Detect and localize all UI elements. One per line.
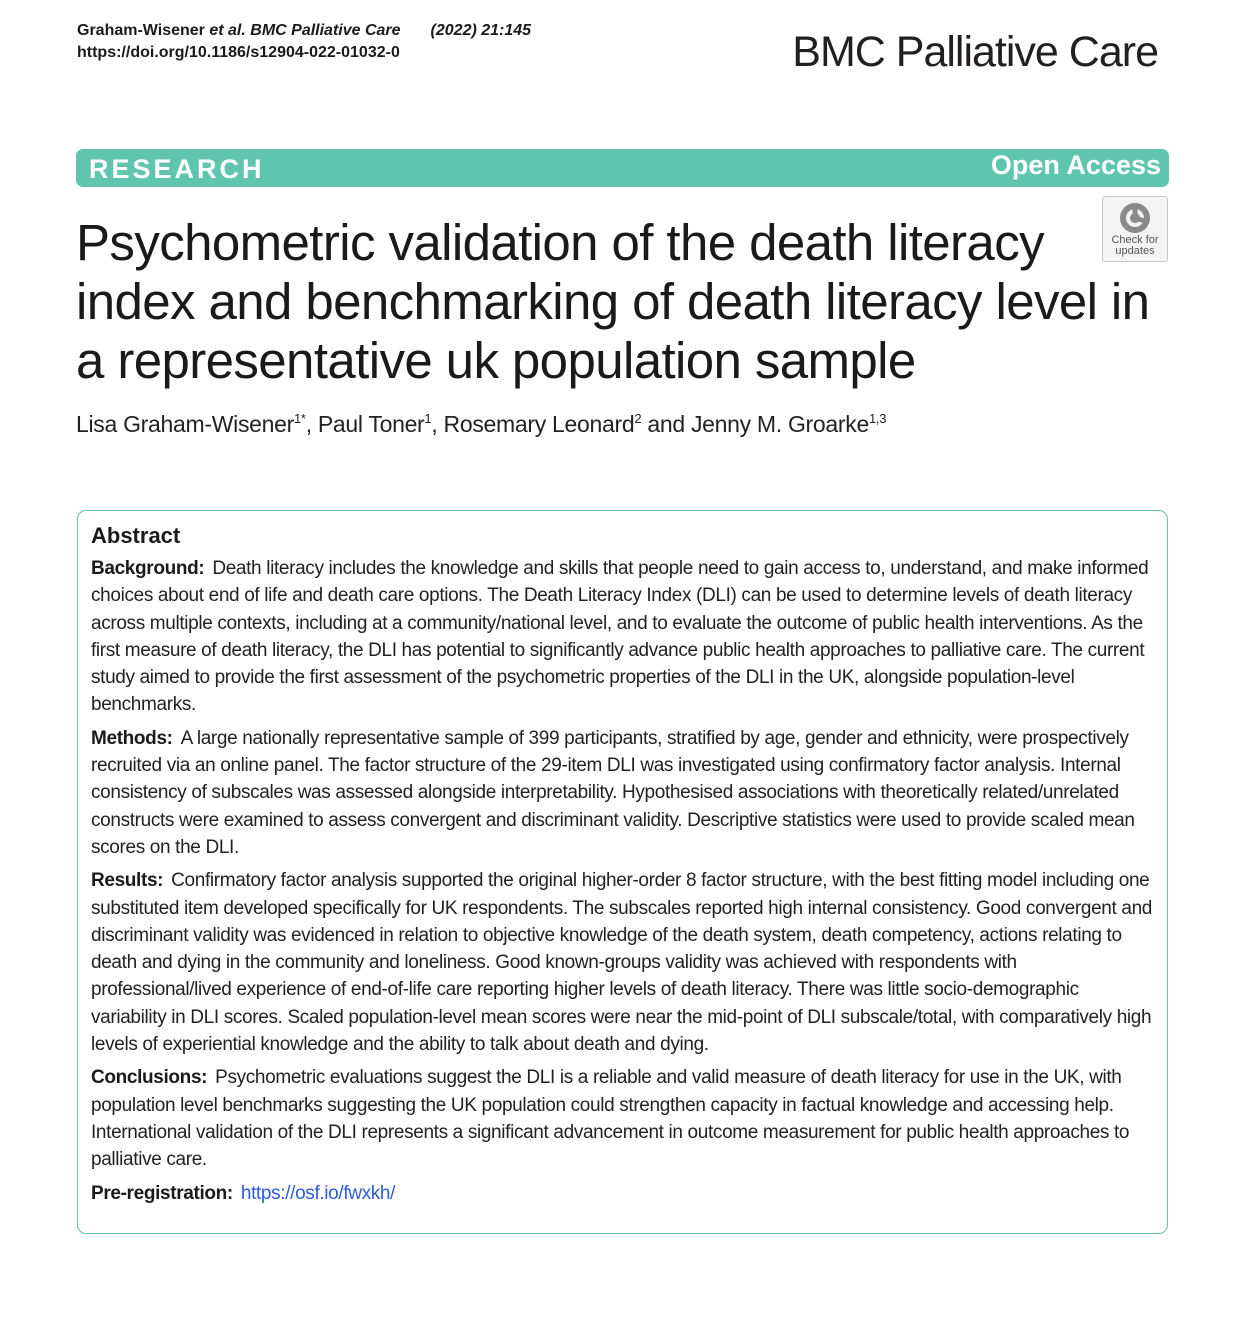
article-type-label: RESEARCH — [89, 154, 265, 184]
article-title: Psychometric validation of the death literacy index and benchmarking of death literacy level in a representative uk population sample — [76, 214, 1150, 389]
author-name[interactable]: Lisa Graham-Wisener — [76, 411, 294, 437]
citation-year-volume: (2022) 21:145 — [430, 22, 532, 39]
doi-link[interactable]: https://doi.org/10.1186/s12904-022-01032-0 — [77, 44, 400, 61]
author-name[interactable]: Rosemary Leonard — [443, 411, 635, 437]
author-name[interactable]: Paul Toner — [317, 411, 425, 437]
background-text: Death literacy includes the knowledge and skills that people need to gain access to, understand, and make informed choices about end of life and death care options. The Death Literacy Index (DLI) can be used to determine levels of death literacy across multiple contexts, including at a community/national level, and to evaluate the outcome of public health interventions. As the first measure of death literacy, the DLI has potential to significantly advance public health approaches to palliative care. The current study aimed to provide the first assessment of the psychometric properties of the DLI in the UK, alongside population-level benchmarks. — [91, 558, 1149, 716]
abstract-results — [91, 867, 1154, 1058]
abstract-box — [77, 510, 1168, 1234]
abstract-methods — [91, 725, 1154, 861]
citation-authors: Graham-Wisener — [77, 22, 205, 39]
citation-journal: et al. BMC Palliative Care — [209, 22, 401, 39]
article-type-banner — [76, 149, 1169, 187]
author-affiliation: 2 — [634, 411, 642, 426]
citation-line — [77, 20, 531, 42]
abstract-background — [91, 555, 1154, 719]
conclusions-text: Psychometric evaluations suggest the DLI is a reliable and valid measure of death literacy for use in the UK, with population level benchmarks suggesting the UK population could strengthen capacity in factual knowledge and accessing help. International validation of the DLI represents a significant advancement in outcome measurement for public health approaches to palliative care. — [91, 1067, 1130, 1171]
results-heading: Results: — [91, 870, 164, 892]
check-updates-line2: updates — [1115, 245, 1155, 257]
background-heading: Background: — [91, 558, 205, 579]
conclusions-heading: Conclusions: — [91, 1067, 208, 1089]
author-affiliation: 1* — [293, 411, 306, 426]
check-updates-line1: Check for — [1111, 234, 1159, 246]
check-for-updates-badge[interactable] — [1102, 196, 1168, 262]
abstract-conclusions — [91, 1064, 1154, 1173]
author-separator: , — [305, 411, 318, 437]
author-list — [76, 408, 886, 440]
author-affiliation: 1 — [424, 411, 432, 426]
methods-heading: Methods: — [91, 727, 173, 749]
check-updates-icon — [1118, 201, 1152, 235]
author-separator: and — [641, 411, 691, 437]
author-name[interactable]: Jenny M. Groarke — [690, 411, 869, 437]
results-text: Confirmatory factor analysis supported the original higher-order 8 factor structure, with the best fitting model including one substituted item developed specifically for UK respondents. The subscales reported high internal consistency. Good convergent and discriminant validity was evidenced in relation to objective knowledge of the death system, death competency, actions relating to death and dying in the community and loneliness. Good known-groups validity was achieved with respondents with professional/lived experience of end-of-life care reporting higher levels of death literacy. There was little socio-demographic variability in DLI scores. Scaled population-level mean scores were near the mid-point of DLI subscale/total, with comparatively high levels of experiential knowledge and the ability to talk about death and dying. — [91, 870, 1153, 1056]
abstract-title: Abstract — [91, 523, 181, 548]
abstract-preregistration — [91, 1180, 1154, 1207]
citation-header — [77, 20, 531, 64]
preregistration-heading: Pre-registration: — [91, 1182, 233, 1204]
journal-logo: BMC Palliative Care — [792, 28, 1158, 76]
author-affiliation: 1,3 — [868, 411, 887, 426]
preregistration-link[interactable]: https://osf.io/fwxkh/ — [240, 1182, 396, 1204]
open-access-label: Open Access — [990, 150, 1161, 180]
author-separator: , — [431, 411, 444, 437]
methods-text: A large nationally representative sample of 399 participants, stratified by age, gender and ethnicity, were prospectively recruited via an online panel. The factor structure of the 29-item DLI was investigated using confirmatory factor analysis. Internal consistency of subscales was assessed alongside interpretability. Hypothesised associations with theoretically related/unrelated constructs were examined to assess convergent and discriminant validity. Descriptive statistics were used to provide scaled mean scores on the DLI. — [91, 727, 1135, 858]
